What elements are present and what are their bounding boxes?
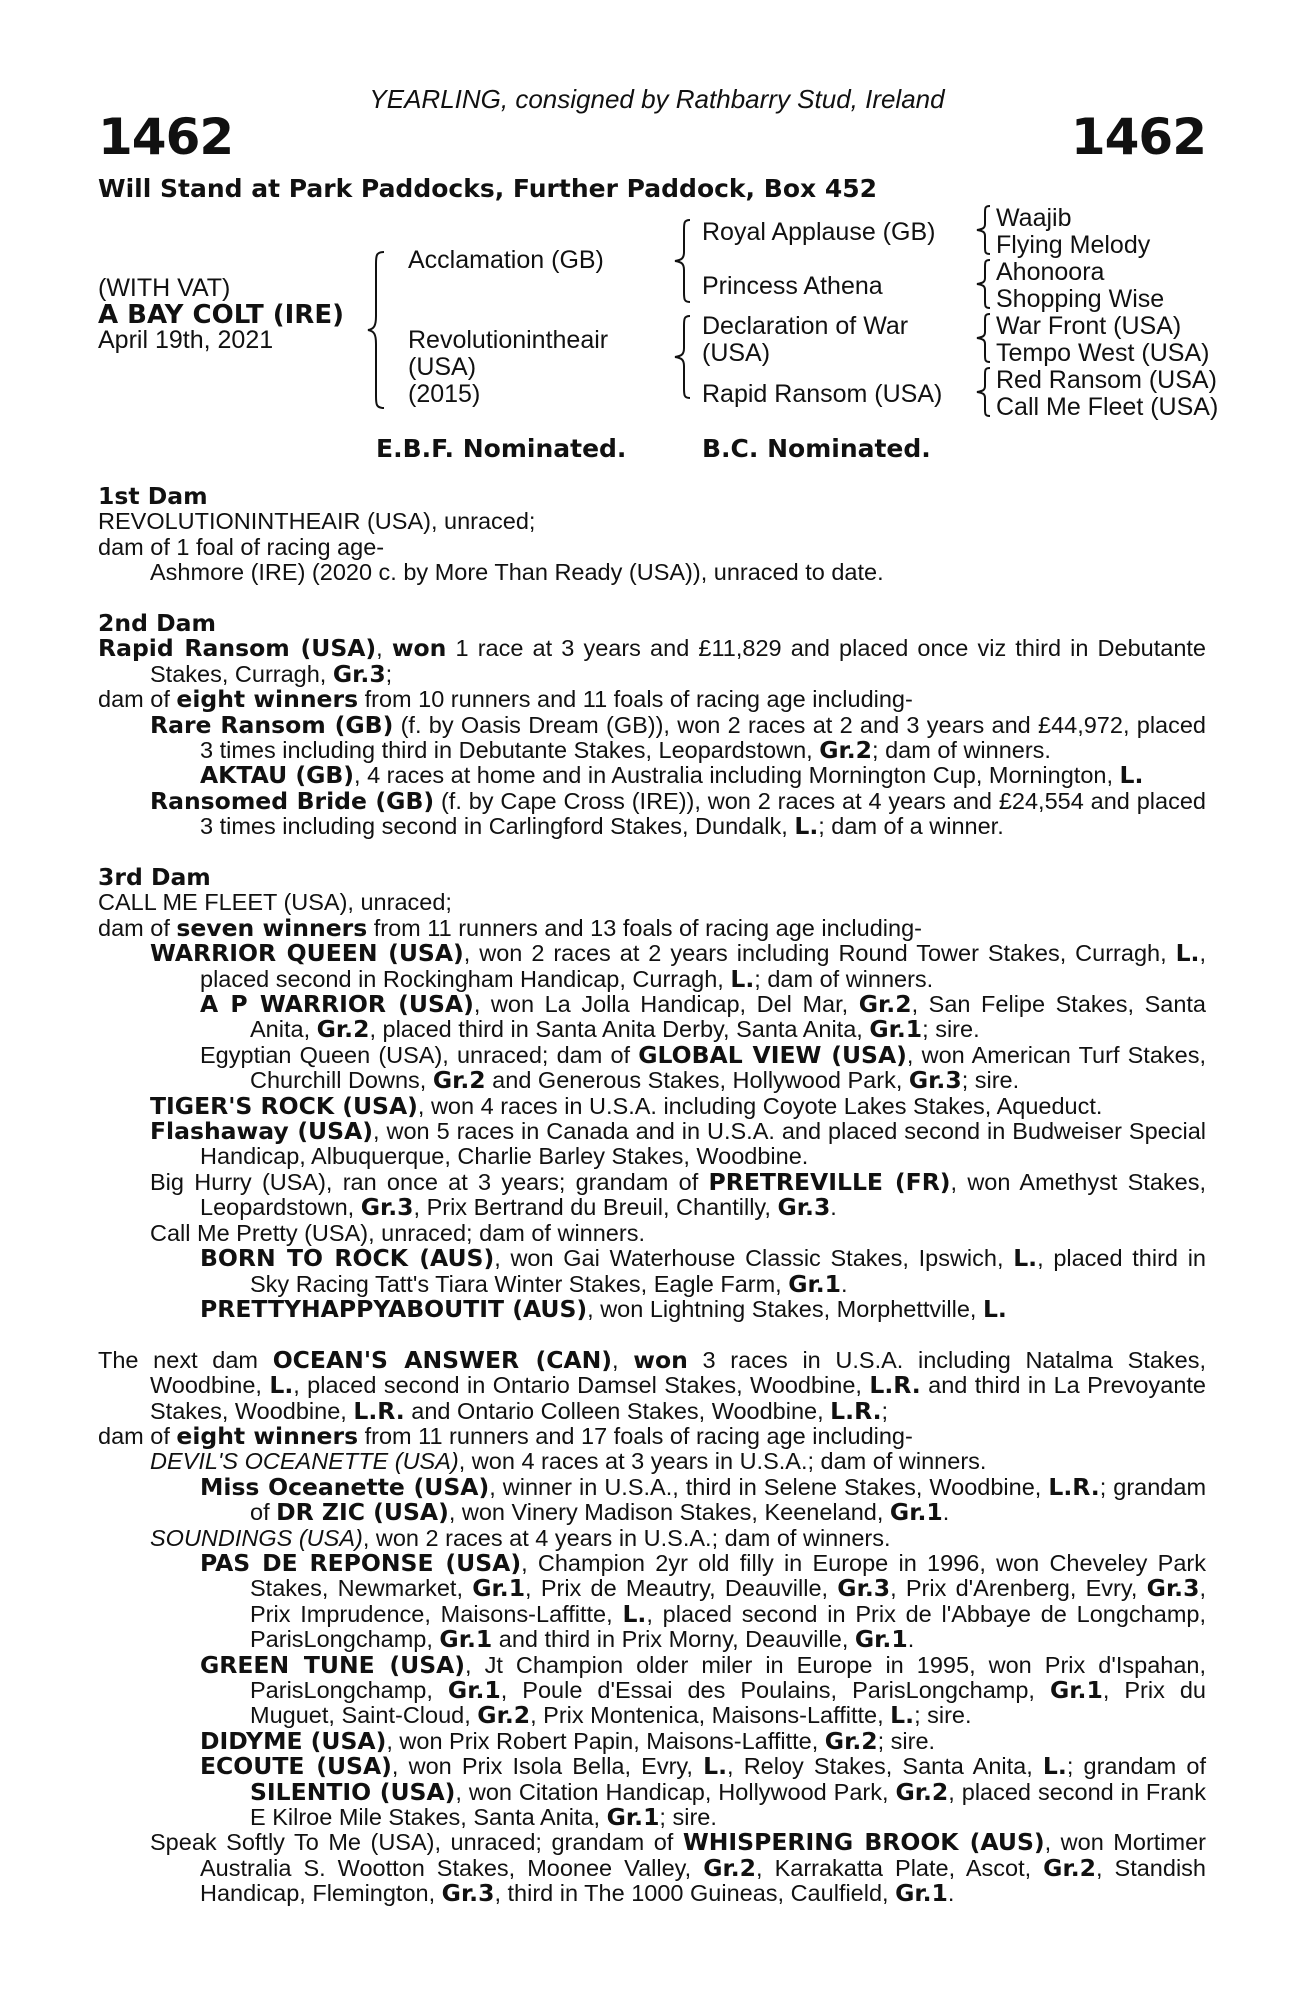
next-dam-miss-oceanette: Miss Oceanette (USA), winner in U.S.A., third in Selene Stakes, Woodbine, L.R.; grandam of DR ZIC (USA), won Vinery Madison Stakes, Keeneland, Gr.1. bbox=[200, 1472, 1207, 1527]
dam-name-l3: (2015) bbox=[408, 380, 481, 408]
second-dam-aktau: AKTAU (GB), 4 races at home and in Australia including Mornington Cup, Mornington, L. bbox=[200, 761, 1144, 790]
third-dam-born-to-rock: BORN TO ROCK (AUS), won Gai Waterhouse Classic Stakes, Ipswich, L., placed third in Sky Racing Tatt's Tiara Winter Stakes, Eagle Farm, Gr.1. bbox=[200, 1244, 1206, 1298]
lot-number-right: 1462 bbox=[1070, 108, 1206, 166]
first-dam-heading: 1st Dam bbox=[98, 482, 208, 510]
ancestor-red-ransom: Red Ransom (USA) bbox=[996, 366, 1217, 394]
foaling-date: April 19th, 2021 bbox=[98, 326, 274, 354]
ebf-nominated: E.B.F. Nominated. bbox=[376, 434, 627, 463]
third-dam-big-hurry: Big Hurry (USA), ran once at 3 years; grandam of PRETREVILLE (FR), won Amethyst Stakes, Leopardstown, Gr.3, Prix Bertrand du Breuil, Chantilly, Gr.3. bbox=[150, 1167, 1206, 1222]
sire-dam: Princess Athena bbox=[702, 272, 883, 300]
third-dam-tigers-rock: TIGER'S ROCK (USA), won 4 races in U.S.A. including Coyote Lakes Stakes, Aqueduct. bbox=[150, 1091, 1103, 1120]
ancestor-war-front: War Front (USA) bbox=[996, 312, 1182, 340]
ancestor-flying-melody: Flying Melody bbox=[996, 231, 1151, 259]
ancestor-tempo-west: Tempo West (USA) bbox=[996, 339, 1210, 367]
brace-g1 bbox=[974, 204, 994, 256]
next-dam-devils-oceanette: DEVIL'S OCEANETTE (USA), won 4 races at 3 years in U.S.A.; dam of winners. bbox=[150, 1448, 987, 1475]
third-dam-flashaway: Flashaway (USA), won 5 races in Canada and in U.S.A. and placed second in Budweiser Special Handicap, Albuquerque, Charlie Barley Stakes, Woodbine. bbox=[150, 1117, 1206, 1170]
next-dam-ecoute: ECOUTE (USA), won Prix Isola Bella, Evry, L., Reloy Stakes, Santa Anita, L.; grandam of SILENTIO (USA), won Citation Handicap, Hollywood Park, Gr.2, placed second in Frank E Kilroe Mile Stakes, Santa Anita, Gr.1; sire. bbox=[200, 1752, 1206, 1832]
dam-sire-l2: (USA) bbox=[702, 339, 771, 367]
lot-number-left: 1462 bbox=[98, 108, 234, 166]
stand-location: Will Stand at Park Paddocks, Further Paddock, Box 452 bbox=[98, 174, 878, 203]
dam-dam: Rapid Ransom (USA) bbox=[702, 380, 943, 408]
next-dam-green-tune: GREEN TUNE (USA), Jt Champion older miler in Europe in 1995, won Prix d'Ispahan, ParisLongchamp, Gr.1, Poule d'Essai des Poulains, ParisLongchamp, Gr.1, Prix du Muguet, Saint-Cloud, Gr.2, Prix Montenica, Maisons-Laffitte, L.; sire. bbox=[200, 1650, 1207, 1730]
ancestor-waajib: Waajib bbox=[996, 204, 1072, 232]
brace-dam bbox=[672, 314, 696, 400]
first-dam-line: REVOLUTIONINTHEAIR (USA), unraced; bbox=[98, 508, 536, 535]
sire-name: Acclamation (GB) bbox=[408, 246, 604, 274]
dam-sire-l1: Declaration of War bbox=[702, 312, 909, 340]
third-dam-prettyhappyaboutit: PRETTYHAPPYABOUTIT (AUS), won Lightning Stakes, Morphettville, L. bbox=[200, 1294, 1007, 1323]
next-dam-speak-softly: Speak Softly To Me (USA), unraced; grandam of WHISPERING BROOK (AUS), won Mortimer Australia S. Wootton Stakes, Moonee Valley, Gr.2, Karrakatta Plate, Ascot, Gr.2, Standish Handicap, Flemington, Gr.3, third in The 1000 Guineas, Caulfield, Gr.1. bbox=[150, 1828, 1206, 1908]
horse-name: A BAY COLT (IRE) bbox=[98, 300, 344, 330]
brace-g2 bbox=[974, 258, 994, 310]
vat-label: (WITH VAT) bbox=[98, 274, 231, 302]
first-dam-foals: dam of 1 foal of racing age- bbox=[98, 533, 385, 560]
catalogue-body bbox=[98, 484, 1206, 1907]
ancestor-ahonoora: Ahonoora bbox=[996, 258, 1105, 286]
second-dam-heading: 2nd Dam bbox=[98, 609, 216, 637]
brace-g3 bbox=[974, 312, 994, 364]
brace-g4 bbox=[974, 366, 994, 418]
sire-sire: Royal Applause (GB) bbox=[702, 218, 936, 246]
brace-sire bbox=[672, 218, 696, 304]
dam-name-l2: (USA) bbox=[408, 353, 477, 381]
third-dam-warrior-queen: WARRIOR QUEEN (USA), won 2 races at 2 years including Round Tower Stakes, Curragh, L., placed second in Rockingham Handicap, Curragh, L.; dam of winners. bbox=[150, 939, 1206, 993]
next-dam-record: The next dam OCEAN'S ANSWER (CAN), won 3 races in U.S.A. including Natalma Stakes, Woodbine, L., placed second in Ontario Damsel Stakes, Woodbine, L.R. and third in La Prevoyante Stakes, Woodbine, L.R. and Ontario Colleen Stakes, Woodbine, L.R.; bbox=[98, 1345, 1207, 1425]
ancestor-shopping-wise: Shopping Wise bbox=[996, 285, 1165, 313]
second-dam-rare-ransom: Rare Ransom (GB) (f. by Oasis Dream (GB)), won 2 races at 2 and 3 years and £44,972, placed 3 times including third in Debutante Stakes, Leopardstown, Gr.2; dam of winners. bbox=[150, 710, 1206, 765]
next-dam-pas-de-reponse: PAS DE REPONSE (USA), Champion 2yr old filly in Europe in 1996, won Cheveley Park Stakes, Newmarket, Gr.1, Prix de Meautry, Deauville, Gr.3, Prix d'Arenberg, Evry, Gr.3, Prix Imprudence, Maisons-Laffitte, L., placed second in Prix de l'Abbaye de Longchamp, ParisLongchamp, Gr.1 and third in Prix Morny, Deauville, Gr.1. bbox=[200, 1548, 1206, 1654]
third-dam-line: CALL ME FLEET (USA), unraced; bbox=[98, 889, 452, 916]
next-dam-didyme: DIDYME (USA), won Prix Robert Papin, Maisons-Laffitte, Gr.2; sire. bbox=[200, 1726, 936, 1755]
second-dam-ransomed-bride: Ransomed Bride (GB) (f. by Cape Cross (IRE)), won 2 races at 4 years and £24,554 and placed 3 times including second in Carlingford Stakes, Dundalk, L.; dam of a winner. bbox=[150, 786, 1206, 841]
third-dam-egyptian-queen: Egyptian Queen (USA), unraced; dam of GLOBAL VIEW (USA), won American Turf Stakes, Churchill Downs, Gr.2 and Generous Stakes, Hollywood Park, Gr.3; sire. bbox=[200, 1040, 1207, 1095]
bc-nominated: B.C. Nominated. bbox=[702, 434, 931, 463]
third-dam-heading: 3rd Dam bbox=[98, 863, 211, 892]
brace-horse bbox=[366, 250, 390, 410]
next-dam-soundings: SOUNDINGS (USA), won 2 races at 4 years in U.S.A.; dam of winners. bbox=[150, 1524, 891, 1551]
dam-name-l1: Revolutionintheair bbox=[408, 326, 609, 354]
second-dam-record: Rapid Ransom (USA), won 1 race at 3 years and £11,829 and placed once viz third in Debutante Stakes, Curragh, Gr.3; bbox=[98, 634, 1206, 688]
second-dam-produce-summary: dam of eight winners from 10 runners and 11 foals of racing age including- bbox=[98, 685, 913, 714]
first-dam-produce: Ashmore (IRE) (2020 c. by More Than Ready (USA)), unraced to date. bbox=[150, 559, 884, 586]
third-dam-call-me-pretty: Call Me Pretty (USA), unraced; dam of winners. bbox=[150, 1219, 645, 1246]
next-dam-produce-summary: dam of eight winners from 11 runners and 17 foals of racing age including- bbox=[98, 1421, 913, 1450]
third-dam-ap-warrior: A P WARRIOR (USA), won La Jolla Handicap, Del Mar, Gr.2, San Felipe Stakes, Santa Anita, Gr.2, placed third in Santa Anita Derby, Santa Anita, Gr.1; sire. bbox=[200, 990, 1206, 1044]
third-dam-produce-summary: dam of seven winners from 11 runners and 13 foals of racing age including- bbox=[98, 913, 922, 942]
consignment-line: YEARLING, consigned by Rathbarry Stud, Ireland bbox=[369, 84, 945, 114]
ancestor-call-me-fleet: Call Me Fleet (USA) bbox=[996, 393, 1219, 421]
